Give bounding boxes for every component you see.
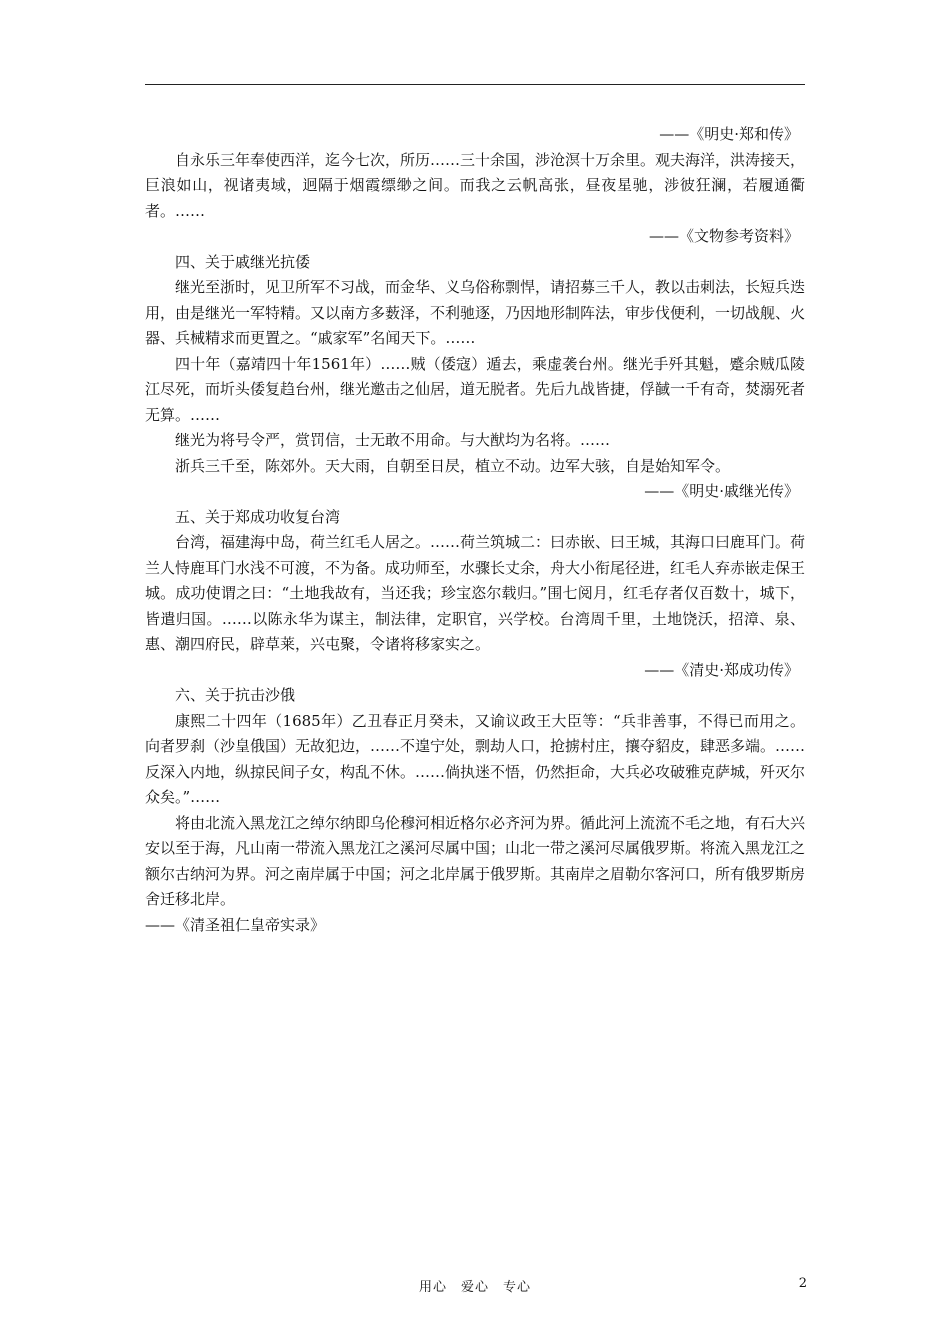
section-heading: 四、关于戚继光抗倭 [175,252,311,271]
paragraph: 康熙二十四年（1685年）乙丑春正月癸未，又谕议政王大臣等：“兵非善事，不得已而用之。向者罗刹（沙皇俄国）无故犯边，……不遑宁处，剽劫人口，抢掳村庄，攘夺貂皮，肆恶多端。……反深入内地，纵掠民间子女，构乱不休。……倘执迷不悟，仍然拒命，大兵必攻破雅克萨城，歼灭尔众矣。”…… [145,711,806,806]
header-rule [145,84,805,85]
source-citation: ——《明史·戚继光传》 [644,482,799,500]
page-number: 2 [798,1276,807,1291]
section-heading: 六、关于抗击沙俄 [175,686,296,704]
document-body [145,122,805,938]
paragraph: 将由北流入黑龙江之绰尔纳即乌伦穆河相近格尔必齐河为界。循此河上流流不毛之地，有石大兴安以至于海，凡山南一带流入黑龙江之溪河尽属中国；山北一带之溪河尽属俄罗斯。将流入黑龙江之额尔古纳河为界。河之南岸属于中国；河之北岸属于俄罗斯。其南岸之眉勒尔客河口，所有俄罗斯房舍迁移北岸。 [145,813,806,908]
source-citation: ——《清圣祖仁皇帝实录》 [145,915,326,934]
paragraph: 继光为将号令严，赏罚信，士无敢不用命。与大猷均为名将。…… [175,431,611,449]
paragraph: 台湾，福建海中岛，荷兰红毛人居之。……荷兰筑城二：曰赤嵌、曰王城，其海口曰鹿耳门。荷兰人恃鹿耳门水浅不可渡，不为备。成功师至，水骤长丈余，舟大小衔尾径进，红毛人弃赤嵌走保王城。成功使谓之曰：“土地我故有，当还我；珍宝恣尔载归。”围七阅月，红毛存者仅百数十，城下，皆遣归国。……以陈永华为谋主，制法律，定职官，兴学校。台湾周千里，土地饶沃，招漳、泉、惠、潮四府民，辟草莱，兴屯聚，令诸将移家实之。 [145,533,806,653]
paragraph: 继光至浙时，见卫所军不习战，而金华、义乌俗称剽悍，请招募三千人，教以击刺法，长短兵迭用，由是继光一军特精。又以南方多薮泽，不利驰逐，乃因地形制阵法，审步伐便利，一切战舰、火器、兵械精求而更置之。“戚家军”名闻天下。…… [145,278,806,347]
source-citation: ——《清史·郑成功传》 [644,660,799,679]
source-citation: ——《明史·郑和传》 [659,125,799,143]
paragraph: 自永乐三年奉使西洋，迄今七次，所历……三十余国，涉沧溟十万余里。观夫海洋，洪涛接天，巨浪如山，视诸夷域，迥隔于烟霞缥缈之间。而我之云帆高张，昼夜星驰，涉彼狂澜，若履通衢者。…… [145,150,806,220]
footer-motto: 用心 爱心 专心 [418,1280,531,1295]
paragraph: 浙兵三千至，陈郊外。天大雨，自朝至日昃，植立不动。边军大骇，自是始知军令。 [175,456,731,475]
source-citation: ——《文物参考资料》 [648,227,799,245]
section-heading: 五、关于郑成功收复台湾 [175,507,341,526]
paragraph: 四十年（嘉靖四十年1561年）……贼（倭寇）遁去，乘虚袭台州。继光手歼其魁，蹙余贼瓜陵江尽死，而圻头倭复趋台州，继光邀击之仙居，道无脱者。先后九战皆捷，俘馘一千有奇，焚溺死者无算。…… [145,354,806,424]
